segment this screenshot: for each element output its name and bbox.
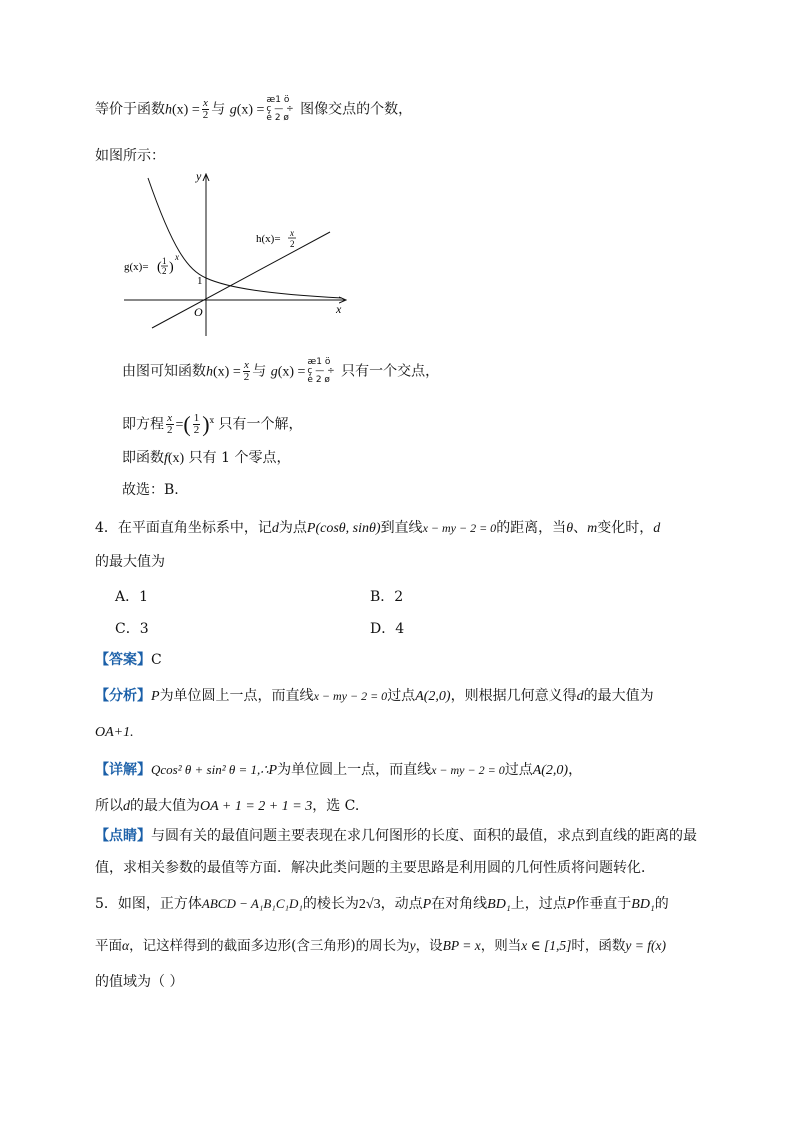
garbled-power: æ1 ö ç — ÷ è 2 ø <box>266 95 294 123</box>
h-num: x <box>290 228 294 238</box>
h-symbol: h <box>165 102 172 118</box>
h-line <box>152 232 330 328</box>
q5-stem-1: 5．如图，正方体ABCD − A₁B₁C₁D₁的棱长为2√3，动点P在对角线BD₁上，过点P作垂直于BD₁的 <box>95 896 669 912</box>
q4-conclusion: 所以d的最大值为OA + 1 = 2 + 1 = 3，选 C. <box>95 798 360 814</box>
q5-stem-2: 平面α，记这样得到的截面多边形(含三角形)的周长为y，设BP = x，则当x ∈ [1,5]时，函数y = f(x) <box>95 938 666 954</box>
function-graph <box>118 170 354 338</box>
g-curve <box>148 178 342 298</box>
garbled-power: æ1 ö ç — ÷ è 2 ø <box>307 357 335 385</box>
q4-comment-1: 【点睛】与圆有关的最值问题主要表现在求几何图形的长度、面积的最值，求点到直线的距离的最 <box>95 828 697 844</box>
q5-stem-3: 的值域为（ ） <box>95 974 184 990</box>
q4-comment-2: 值，求相关参数的最值等方面．解决此类问题的主要思路是利用圆的几何性质将问题转化． <box>95 860 655 876</box>
q4-stem-1: 4．在平面直角坐标系中，记d为点P(cosθ, sinθ)到直线x − my − 2 = 0的距离，当θ、m变化时，d <box>95 520 661 536</box>
g-base-num: 1 <box>162 256 167 266</box>
line-as-shown: 如图所示： <box>95 148 165 164</box>
g-paren-open: ( <box>157 260 162 275</box>
h-label: h(x)= <box>256 233 281 245</box>
g-symbol: g <box>229 102 237 118</box>
q4-analysis: 【分析】P为单位圆上一点，而直线x − my − 2 = 0过点A(2,0)，则根据几何意义得d的最大值为 <box>95 688 654 704</box>
fraction-x-over-2: $\frac{x}{2}$ <box>202 97 209 121</box>
q4-option-d: D．4 <box>370 621 405 637</box>
line-from-graph: 由图可知函数h(x) = $\frac{x}{2}$ 与 g(x) = æ1 ö ç — ÷ è 2 ø 只有一个交点， <box>122 357 440 385</box>
q4-stem-2: 的最大值为 <box>95 554 165 570</box>
q4-option-b: B．2 <box>370 589 404 605</box>
line-equivalence: 等价于函数h(x) = $\frac{x}{2}$ 与 g(x) = æ1 ö ç — ÷ è 2 ø 图像交点的个数， <box>95 95 413 123</box>
line-zero: 即函数f(x) 只有 1 个零点， <box>122 450 291 466</box>
h-arg: (x) = <box>172 102 200 118</box>
y-axis-label: y <box>196 170 202 183</box>
q4-option-c: C．3 <box>115 621 149 637</box>
text: 等价于函数 <box>95 101 165 118</box>
line-equation: 即方程 $\frac{x}{2}$ =( $\frac{1}{2}$ )$^x$ 只有一个解， <box>122 411 303 437</box>
g-label: g(x)= <box>124 261 149 273</box>
q4-option-a: A．1 <box>115 589 149 605</box>
q4-answer: 【答案】C <box>95 652 162 668</box>
one-label: 1 <box>197 275 203 287</box>
g-exponent: x <box>175 252 179 262</box>
q4-analysis-2: OA+1. <box>95 725 134 740</box>
x-axis-label: x <box>336 302 342 316</box>
origin-label: O <box>194 305 203 319</box>
g-base-den: 2 <box>162 266 167 276</box>
q4-detail: 【详解】Qcos² θ + sin² θ = 1,∴P为单位圆上一点，而直线x − my − 2 = 0过点A(2,0)， <box>95 762 583 778</box>
line-choose: 故选：B. <box>122 482 179 498</box>
h-den: 2 <box>290 239 295 249</box>
g-paren-close: ) <box>169 260 174 275</box>
